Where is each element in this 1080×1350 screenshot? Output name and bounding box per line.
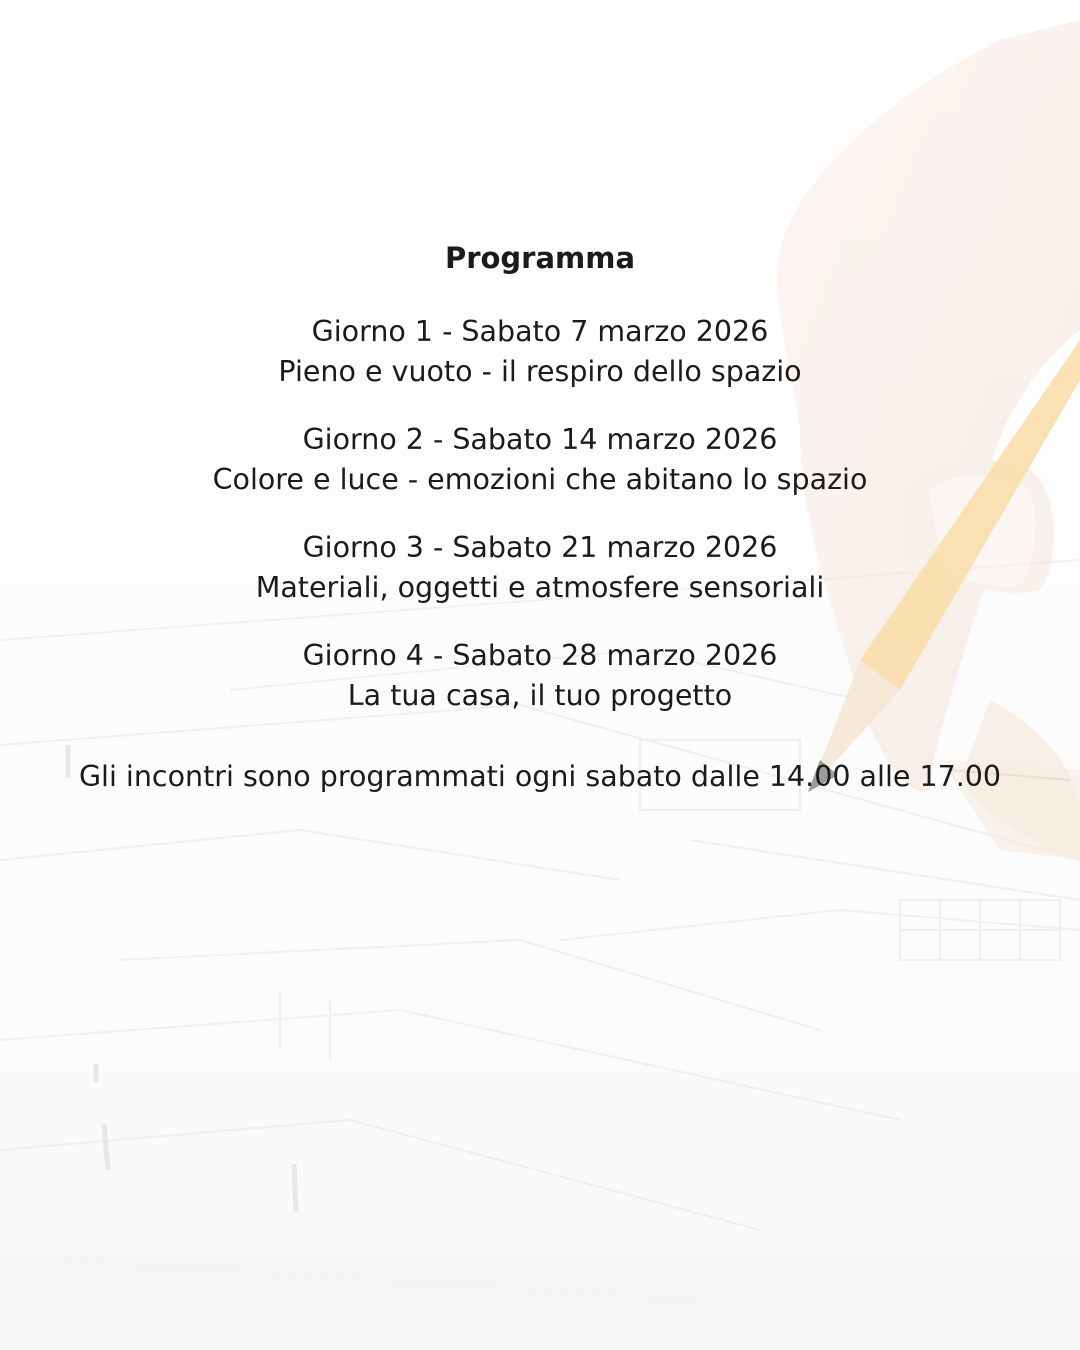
day-1-topic: Pieno e vuoto - il respiro dello spazio [278,355,802,388]
day-block-1 [0,312,1080,392]
program-content [0,232,1080,797]
day-block-2 [0,420,1080,500]
day-4-date: Giorno 4 - Sabato 28 marzo 2026 [302,639,778,672]
day-1-date: Giorno 1 - Sabato 7 marzo 2026 [311,315,769,348]
schedule-note: Gli incontri sono programmati ogni sabato dalle 14.00 alle 17.00 [78,760,1002,793]
day-3-topic: Materiali, oggetti e atmosfere sensoriali [255,571,825,604]
day-4-topic: La tua casa, il tuo progetto [347,679,733,712]
day-2-topic: Colore e luce - emozioni che abitano lo spazio [212,463,868,496]
day-2-date: Giorno 2 - Sabato 14 marzo 2026 [302,423,778,456]
program-title: Programma [444,241,636,275]
day-3-date: Giorno 3 - Sabato 21 marzo 2026 [302,531,778,564]
day-block-3 [0,528,1080,608]
day-block-4 [0,636,1080,716]
